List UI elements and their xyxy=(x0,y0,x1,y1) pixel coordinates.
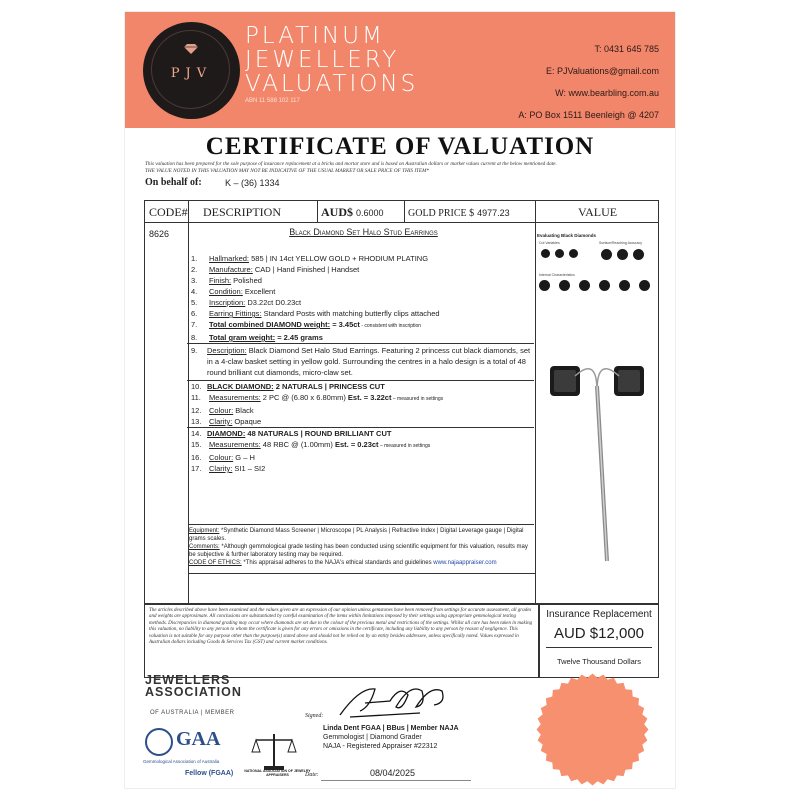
row-label: Inscription: xyxy=(209,298,246,307)
row-value: 48 RBC @ (1.00mm) xyxy=(260,440,333,449)
row-value: SI1 – SI2 xyxy=(232,464,266,473)
equipment-line xyxy=(189,527,534,543)
jewellers-association-logo xyxy=(145,674,242,698)
row-label: Clarity: xyxy=(209,464,233,473)
ja-subtitle: OF AUSTRALIA | MEMBER xyxy=(150,710,235,716)
item-title: Black Diamond Set Halo Stud Earrings xyxy=(289,227,438,237)
gold-value: 4977.23 xyxy=(477,208,510,218)
row-value: D3.22ct D0.23ct xyxy=(245,298,302,307)
insurance-amount-words: Twelve Thousand Dollars xyxy=(556,657,642,666)
row-number: 13. xyxy=(191,417,202,426)
detail-row xyxy=(189,297,534,308)
certificate-page xyxy=(125,12,675,788)
row-label: Earring Fittings: xyxy=(209,309,262,318)
row-number: 8. xyxy=(191,333,198,342)
diamond-sample-image xyxy=(559,280,570,291)
signer-role: Gemmologist | Diamond Grader xyxy=(323,734,422,741)
aud-value: 0.6000 xyxy=(356,208,384,218)
row-number: 5. xyxy=(191,298,198,307)
item-details xyxy=(189,253,534,474)
row-label: BLACK DIAMOND: xyxy=(207,382,274,391)
signer-name: Linda Dent FGAA | BBus | Member NAJA xyxy=(323,725,459,732)
row-value: 2 NATURALS | PRINCESS CUT xyxy=(273,382,385,391)
gold-header xyxy=(408,205,510,220)
row-value: G – H xyxy=(233,453,255,462)
chart-subtitle: Surface/Reaching Accuracy xyxy=(599,241,642,245)
gaa-subtitle: Gemmological Association of Australia xyxy=(143,759,220,764)
row-value: Excellent xyxy=(242,287,276,296)
diamond-sample-image xyxy=(619,280,630,291)
website: W: www.bearbling.com.au xyxy=(555,88,659,98)
row-label: Condition: xyxy=(209,287,243,296)
row-number: 17. xyxy=(191,464,202,473)
ethics-text: *This appraisal adheres to the NAJA's ethical standards and guidelines xyxy=(241,560,432,566)
row-note: – measured in settings xyxy=(378,443,431,449)
row-number: 6. xyxy=(191,309,198,318)
row-number: 14. xyxy=(191,429,202,438)
row-number: 11. xyxy=(191,393,201,402)
behalf-label: On behalf of: xyxy=(145,177,202,188)
row-value: Black xyxy=(233,406,254,415)
email: E: PJValuations@gmail.com xyxy=(545,66,659,76)
address: A: PO Box 1511 Beenleigh @ 4207 xyxy=(518,110,659,120)
phone: T: 0431 645 785 xyxy=(594,44,659,54)
intro-line-1: This valuation has been prepared for the sole purpose of insurance replacement at a bricks and mortar store and is based on Australian dollars or market values current at the below mentioned date. xyxy=(145,161,557,167)
row-label: Description: xyxy=(207,346,247,355)
letterhead xyxy=(125,12,675,128)
brand-name xyxy=(245,24,418,96)
row-estimate: Est. = 3.22ct xyxy=(345,393,392,402)
row-value: 585 | IN 14ct YELLOW GOLD + RHODIUM PLATING xyxy=(249,254,429,263)
row-value: = 2.45 grams xyxy=(275,333,323,342)
detail-row xyxy=(189,308,534,319)
row-note: - consistent with inscription xyxy=(359,323,422,329)
diamond-sample-image xyxy=(617,249,628,260)
document-title: CERTIFICATE OF VALUATION xyxy=(205,133,595,160)
diamond-sample-image xyxy=(639,280,650,291)
diamond-sample-image xyxy=(541,249,550,258)
row-label: Colour: xyxy=(209,453,234,462)
column-divider xyxy=(535,201,536,605)
ethics-label: CODE OF ETHICS: xyxy=(189,560,242,566)
black-diamond-reference-chart xyxy=(537,233,657,311)
code-header: CODE# xyxy=(149,205,188,219)
diamond-sample-image xyxy=(539,280,550,291)
brand-line-1: PLATINUM xyxy=(245,23,385,49)
detail-row xyxy=(189,405,534,416)
diamond-sample-image xyxy=(601,249,612,260)
aud-label: AUD$ xyxy=(321,205,353,219)
earring-photo xyxy=(537,336,657,566)
date-value: 08/04/2025 xyxy=(370,768,416,778)
row-label: Total combined DIAMOND weight: xyxy=(209,320,331,329)
row-label: Finish: xyxy=(209,276,232,285)
insurance-label: Insurance Replacement xyxy=(546,609,652,620)
row-label: Total gram weight: xyxy=(209,333,276,342)
row-estimate: Est. = 0.23ct xyxy=(332,440,379,449)
brand-line-3: VALUATIONS xyxy=(245,71,419,97)
intro-text xyxy=(145,161,665,174)
aud-header xyxy=(321,205,384,220)
insurance-box xyxy=(539,604,659,678)
date-label: Date: xyxy=(305,772,319,778)
equipment-label: Equipment: xyxy=(189,528,220,534)
row-label: Manufacture: xyxy=(209,265,253,274)
item-code: 8626 xyxy=(149,229,170,239)
intro-line-2: THE VALUE NOTED IN THIS VALUATION MAY NOT BE INDICATIVE OF THE USUAL MARKET OR SALE PRICE OF THIS ITEM* xyxy=(145,167,430,174)
gold-label: GOLD PRICE $ xyxy=(408,208,475,219)
valuation-table xyxy=(144,200,659,604)
ja-line-2: ASSOCIATION xyxy=(145,685,242,699)
disclaimer-text: The articles described above have been examined and the values given are an expression of our opinion unless gemstones have been removed from settings for accurate assessment, all grades and weights are approximate. All conclusions are substantiated by careful examination of the items within limitations imposed by their settings using appropriate gemmological testing methods. Discrepancies in diamond grading may occur where diamonds are set due to the colour of the precious metal and restrictions of the settings. Whilst all care has been taken in making this valuation, no liability to any person to whom the certificate is given for any errors or omissions in the certificate, including any liability to any person by reason of negligence. This valuation is not suitable for any purpose other than the purpose(s) stated above and should not be relied on by an entity besides addressee, unless specifically noted. Values expressed in Australian dollars including Goods & Services Tax (GST) and current market conditions. xyxy=(144,604,539,678)
row-value: Opaque xyxy=(232,417,262,426)
chart-subtitle: Cut Variables xyxy=(539,241,560,245)
detail-row xyxy=(189,286,534,297)
row-label: Measurements: xyxy=(209,393,261,402)
row-number: 2. xyxy=(191,265,198,274)
ja-line-1: JEWELLERS xyxy=(145,673,231,687)
diamond-sample-image xyxy=(579,280,590,291)
row-label: Hallmarked: xyxy=(209,254,250,263)
insurance-amount: AUD $12,000 xyxy=(553,625,645,642)
detail-row xyxy=(189,332,534,343)
gaa-fellow: Fellow (FGAA) xyxy=(185,770,234,777)
diamond-sample-image xyxy=(633,249,644,260)
row-value: Black Diamond Set Halo Stud Earrings. Featuring 2 princess cut black diamonds, set in a 4-claw basket setting in yellow gold. Surrounding the centres in a halo design is a total of 48 round brilliant cut diamonds, micro-claw set. xyxy=(207,346,531,377)
detail-row xyxy=(189,463,534,474)
row-label: Measurements: xyxy=(209,440,261,449)
row-number: 3. xyxy=(191,276,198,285)
row-value: = 3.45ct xyxy=(330,320,360,329)
behalf-value: K – (36) 1334 xyxy=(225,178,280,188)
description-header: DESCRIPTION xyxy=(203,205,282,219)
diamond-sample-image xyxy=(555,249,564,258)
row-number: 12. xyxy=(191,406,202,415)
insurance-divider xyxy=(546,647,652,648)
detail-row xyxy=(189,253,534,264)
row-number: 7. xyxy=(191,320,198,329)
naja-link[interactable]: www.najaappraiser.com xyxy=(433,560,497,566)
row-number: 10. xyxy=(191,382,202,391)
comments-text: *Although gemmological grade testing has been conducted using scientific equipment for this valuation, results may be subjective & further laboratory testing may be required. xyxy=(189,544,528,558)
detail-row xyxy=(189,319,534,332)
detail-row xyxy=(189,275,534,286)
chart-subtitle: Internal Characteristics xyxy=(539,273,575,277)
detail-row xyxy=(189,416,534,427)
row-value: 48 NATURALS | ROUND BRILLIANT CUT xyxy=(245,429,392,438)
diamond-icon xyxy=(184,44,198,54)
row-note: – measured in settings xyxy=(391,396,444,402)
logo-text: PJV xyxy=(170,66,213,81)
row-number: 4. xyxy=(191,287,198,296)
row-label: Colour: xyxy=(209,406,234,415)
row-value: 2 PC @ (6.80 x 6.80mm) xyxy=(260,393,346,402)
value-header: VALUE xyxy=(578,205,618,219)
detail-row xyxy=(189,392,534,405)
signer-details xyxy=(323,724,459,751)
signed-label: Signed: xyxy=(305,713,324,719)
pjv-logo xyxy=(143,22,240,119)
signature xyxy=(330,677,460,722)
detail-row xyxy=(189,264,534,275)
row-value: Standard Posts with matching butterfly clips attached xyxy=(261,309,440,318)
embossed-seal xyxy=(535,672,650,787)
date-underline xyxy=(321,780,471,781)
row-number: 9. xyxy=(191,346,198,355)
naja-text: NATIONAL ASSOCIATION OF JEWELRY APPRAISERS xyxy=(244,769,311,777)
comments-label: Comments: xyxy=(189,544,220,550)
contact-details xyxy=(518,38,659,126)
gaa-emblem-icon xyxy=(145,728,173,756)
detail-row xyxy=(187,343,534,378)
detail-row xyxy=(187,380,534,392)
detail-row xyxy=(187,427,534,439)
ethics-line xyxy=(189,559,534,567)
row-number: 16. xyxy=(191,453,202,462)
row-number: 1. xyxy=(191,254,198,263)
diamond-sample-image xyxy=(569,249,578,258)
row-value: CAD | Hand Finished | Handset xyxy=(252,265,360,274)
row-label: DIAMOND: xyxy=(207,429,246,438)
chart-title: Evaluating Black Diamonds xyxy=(537,233,597,238)
brand-line-2: JEWELLERY xyxy=(245,47,400,73)
gaa-logo: GAA xyxy=(176,728,221,750)
row-number: 15. xyxy=(191,440,202,449)
row-value: Polished xyxy=(231,276,262,285)
equipment-text: *Synthetic Diamond Mass Screener | Microscope | PL Analysis | Refractive Index | Digital Leverage gauge | Digital grams scales. xyxy=(189,528,524,542)
signer-registration: NAJA - Registered Appraiser #22312 xyxy=(323,743,438,750)
detail-row xyxy=(189,452,534,463)
detail-row xyxy=(189,439,534,452)
diamond-sample-image xyxy=(599,280,610,291)
table-header xyxy=(145,201,658,223)
abn-number: ABN 11 588 102 117 xyxy=(245,98,300,104)
section-divider xyxy=(189,573,536,574)
comments-line xyxy=(189,543,534,559)
row-label: Clarity: xyxy=(209,417,233,426)
equipment-notes xyxy=(189,524,534,567)
